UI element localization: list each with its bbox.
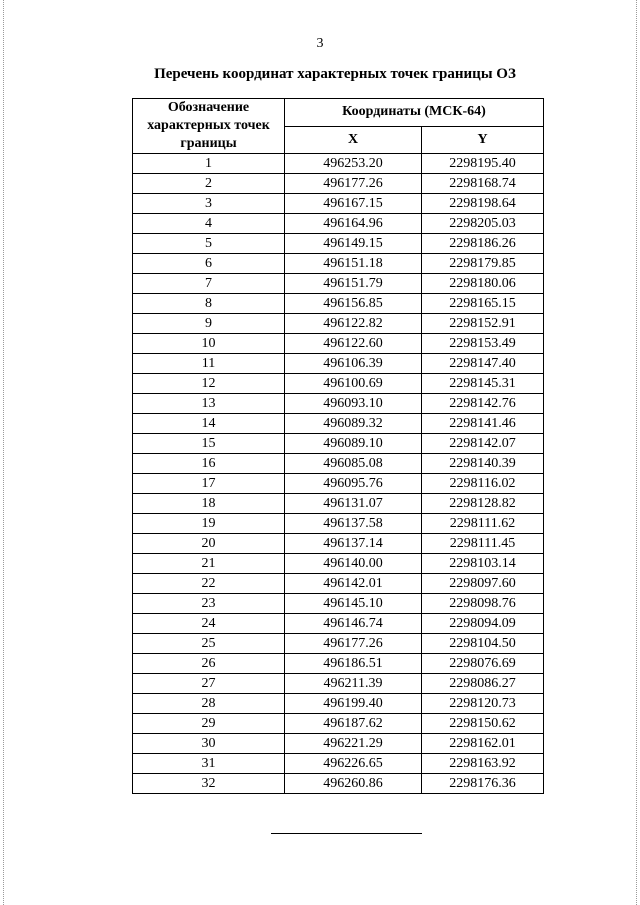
point-number-cell: 13 bbox=[133, 394, 285, 414]
x-coordinate-cell: 496122.82 bbox=[285, 314, 422, 334]
point-number-cell: 2 bbox=[133, 174, 285, 194]
y-coordinate-cell: 2298205.03 bbox=[422, 214, 544, 234]
y-coordinate-cell: 2298165.15 bbox=[422, 294, 544, 314]
x-coordinate-cell: 496106.39 bbox=[285, 354, 422, 374]
page-edge-left bbox=[3, 0, 4, 905]
table-row bbox=[133, 774, 544, 794]
y-coordinate-cell: 2298168.74 bbox=[422, 174, 544, 194]
x-coordinate-cell: 496253.20 bbox=[285, 154, 422, 174]
page-edge-right bbox=[636, 0, 637, 905]
y-coordinate-cell: 2298142.07 bbox=[422, 434, 544, 454]
x-coordinate-cell: 496122.60 bbox=[285, 334, 422, 354]
point-number-cell: 30 bbox=[133, 734, 285, 754]
point-number-cell: 16 bbox=[133, 454, 285, 474]
table-row bbox=[133, 514, 544, 534]
point-number-cell: 29 bbox=[133, 714, 285, 734]
y-coordinate-cell: 2298120.73 bbox=[422, 694, 544, 714]
table-row bbox=[133, 614, 544, 634]
x-coordinate-cell: 496177.26 bbox=[285, 174, 422, 194]
table-row bbox=[133, 594, 544, 614]
y-coordinate-cell: 2298111.62 bbox=[422, 514, 544, 534]
x-coordinate-cell: 496226.65 bbox=[285, 754, 422, 774]
y-coordinate-cell: 2298198.64 bbox=[422, 194, 544, 214]
x-coordinate-cell: 496151.79 bbox=[285, 274, 422, 294]
point-number-cell: 6 bbox=[133, 254, 285, 274]
point-number-cell: 27 bbox=[133, 674, 285, 694]
y-coordinate-cell: 2298116.02 bbox=[422, 474, 544, 494]
point-number-cell: 11 bbox=[133, 354, 285, 374]
y-coordinate-cell: 2298176.36 bbox=[422, 774, 544, 794]
y-coordinate-cell: 2298094.09 bbox=[422, 614, 544, 634]
table-row bbox=[133, 154, 544, 174]
x-coordinate-cell: 496151.18 bbox=[285, 254, 422, 274]
table-row bbox=[133, 194, 544, 214]
y-coordinate-cell: 2298104.50 bbox=[422, 634, 544, 654]
table-row bbox=[133, 414, 544, 434]
point-number-cell: 26 bbox=[133, 654, 285, 674]
x-coordinate-cell: 496186.51 bbox=[285, 654, 422, 674]
x-coordinate-cell: 496146.74 bbox=[285, 614, 422, 634]
table-header bbox=[133, 99, 544, 154]
x-coordinate-cell: 496164.96 bbox=[285, 214, 422, 234]
x-coordinate-cell: 496260.86 bbox=[285, 774, 422, 794]
y-coordinate-cell: 2298128.82 bbox=[422, 494, 544, 514]
table-row bbox=[133, 354, 544, 374]
y-coordinate-cell: 2298141.46 bbox=[422, 414, 544, 434]
point-number-cell: 20 bbox=[133, 534, 285, 554]
x-coordinate-cell: 496187.62 bbox=[285, 714, 422, 734]
x-coordinate-cell: 496093.10 bbox=[285, 394, 422, 414]
y-coordinate-cell: 2298147.40 bbox=[422, 354, 544, 374]
point-number-cell: 7 bbox=[133, 274, 285, 294]
point-number-cell: 10 bbox=[133, 334, 285, 354]
y-coordinate-cell: 2298153.49 bbox=[422, 334, 544, 354]
header-coordinates: Координаты (МСК-64) bbox=[285, 99, 544, 127]
x-coordinate-cell: 496211.39 bbox=[285, 674, 422, 694]
y-coordinate-cell: 2298086.27 bbox=[422, 674, 544, 694]
page-title: Перечень координат характерных точек границы ОЗ bbox=[154, 66, 516, 82]
table-row bbox=[133, 334, 544, 354]
point-number-cell: 28 bbox=[133, 694, 285, 714]
x-coordinate-cell: 496089.10 bbox=[285, 434, 422, 454]
x-coordinate-cell: 496156.85 bbox=[285, 294, 422, 314]
point-number-cell: 17 bbox=[133, 474, 285, 494]
table-row bbox=[133, 554, 544, 574]
x-coordinate-cell: 496095.76 bbox=[285, 474, 422, 494]
y-coordinate-cell: 2298163.92 bbox=[422, 754, 544, 774]
footer-rule bbox=[271, 833, 422, 834]
point-number-cell: 12 bbox=[133, 374, 285, 394]
point-number-cell: 22 bbox=[133, 574, 285, 594]
point-number-cell: 32 bbox=[133, 774, 285, 794]
x-coordinate-cell: 496149.15 bbox=[285, 234, 422, 254]
y-coordinate-cell: 2298179.85 bbox=[422, 254, 544, 274]
x-coordinate-cell: 496177.26 bbox=[285, 634, 422, 654]
point-number-cell: 14 bbox=[133, 414, 285, 434]
point-number-cell: 23 bbox=[133, 594, 285, 614]
table-row bbox=[133, 534, 544, 554]
y-coordinate-cell: 2298140.39 bbox=[422, 454, 544, 474]
table-row bbox=[133, 214, 544, 234]
x-coordinate-cell: 496137.58 bbox=[285, 514, 422, 534]
point-number-cell: 25 bbox=[133, 634, 285, 654]
point-number-cell: 9 bbox=[133, 314, 285, 334]
table-row bbox=[133, 674, 544, 694]
header-x: X bbox=[285, 126, 422, 154]
x-coordinate-cell: 496167.15 bbox=[285, 194, 422, 214]
table-row bbox=[133, 454, 544, 474]
y-coordinate-cell: 2298142.76 bbox=[422, 394, 544, 414]
y-coordinate-cell: 2298103.14 bbox=[422, 554, 544, 574]
table-row bbox=[133, 234, 544, 254]
table-row bbox=[133, 634, 544, 654]
point-number-cell: 5 bbox=[133, 234, 285, 254]
y-coordinate-cell: 2298076.69 bbox=[422, 654, 544, 674]
y-coordinate-cell: 2298186.26 bbox=[422, 234, 544, 254]
x-coordinate-cell: 496140.00 bbox=[285, 554, 422, 574]
table-row bbox=[133, 574, 544, 594]
table-row bbox=[133, 174, 544, 194]
table-row bbox=[133, 734, 544, 754]
table-row bbox=[133, 714, 544, 734]
table-row bbox=[133, 374, 544, 394]
x-coordinate-cell: 496100.69 bbox=[285, 374, 422, 394]
y-coordinate-cell: 2298180.06 bbox=[422, 274, 544, 294]
table-body bbox=[133, 154, 544, 794]
table-row bbox=[133, 294, 544, 314]
point-number-cell: 1 bbox=[133, 154, 285, 174]
table-row bbox=[133, 654, 544, 674]
y-coordinate-cell: 2298098.76 bbox=[422, 594, 544, 614]
point-number-cell: 4 bbox=[133, 214, 285, 234]
table-row bbox=[133, 254, 544, 274]
x-coordinate-cell: 496199.40 bbox=[285, 694, 422, 714]
header-y: Y bbox=[422, 126, 544, 154]
x-coordinate-cell: 496131.07 bbox=[285, 494, 422, 514]
table-row bbox=[133, 434, 544, 454]
y-coordinate-cell: 2298195.40 bbox=[422, 154, 544, 174]
page-number: 3 bbox=[316, 36, 324, 51]
table-row bbox=[133, 394, 544, 414]
y-coordinate-cell: 2298150.62 bbox=[422, 714, 544, 734]
x-coordinate-cell: 496145.10 bbox=[285, 594, 422, 614]
table-row bbox=[133, 474, 544, 494]
point-number-cell: 8 bbox=[133, 294, 285, 314]
header-point-designation: Обозначение характерных точек границы bbox=[133, 99, 285, 154]
table-row bbox=[133, 494, 544, 514]
x-coordinate-cell: 496085.08 bbox=[285, 454, 422, 474]
point-number-cell: 3 bbox=[133, 194, 285, 214]
y-coordinate-cell: 2298162.01 bbox=[422, 734, 544, 754]
table-header-row bbox=[133, 99, 544, 127]
y-coordinate-cell: 2298145.31 bbox=[422, 374, 544, 394]
x-coordinate-cell: 496142.01 bbox=[285, 574, 422, 594]
x-coordinate-cell: 496089.32 bbox=[285, 414, 422, 434]
table-row bbox=[133, 274, 544, 294]
coordinates-table bbox=[132, 98, 544, 794]
y-coordinate-cell: 2298097.60 bbox=[422, 574, 544, 594]
table-row bbox=[133, 694, 544, 714]
point-number-cell: 24 bbox=[133, 614, 285, 634]
table-row bbox=[133, 754, 544, 774]
y-coordinate-cell: 2298152.91 bbox=[422, 314, 544, 334]
x-coordinate-cell: 496137.14 bbox=[285, 534, 422, 554]
point-number-cell: 15 bbox=[133, 434, 285, 454]
y-coordinate-cell: 2298111.45 bbox=[422, 534, 544, 554]
point-number-cell: 18 bbox=[133, 494, 285, 514]
point-number-cell: 21 bbox=[133, 554, 285, 574]
x-coordinate-cell: 496221.29 bbox=[285, 734, 422, 754]
point-number-cell: 19 bbox=[133, 514, 285, 534]
table-row bbox=[133, 314, 544, 334]
point-number-cell: 31 bbox=[133, 754, 285, 774]
